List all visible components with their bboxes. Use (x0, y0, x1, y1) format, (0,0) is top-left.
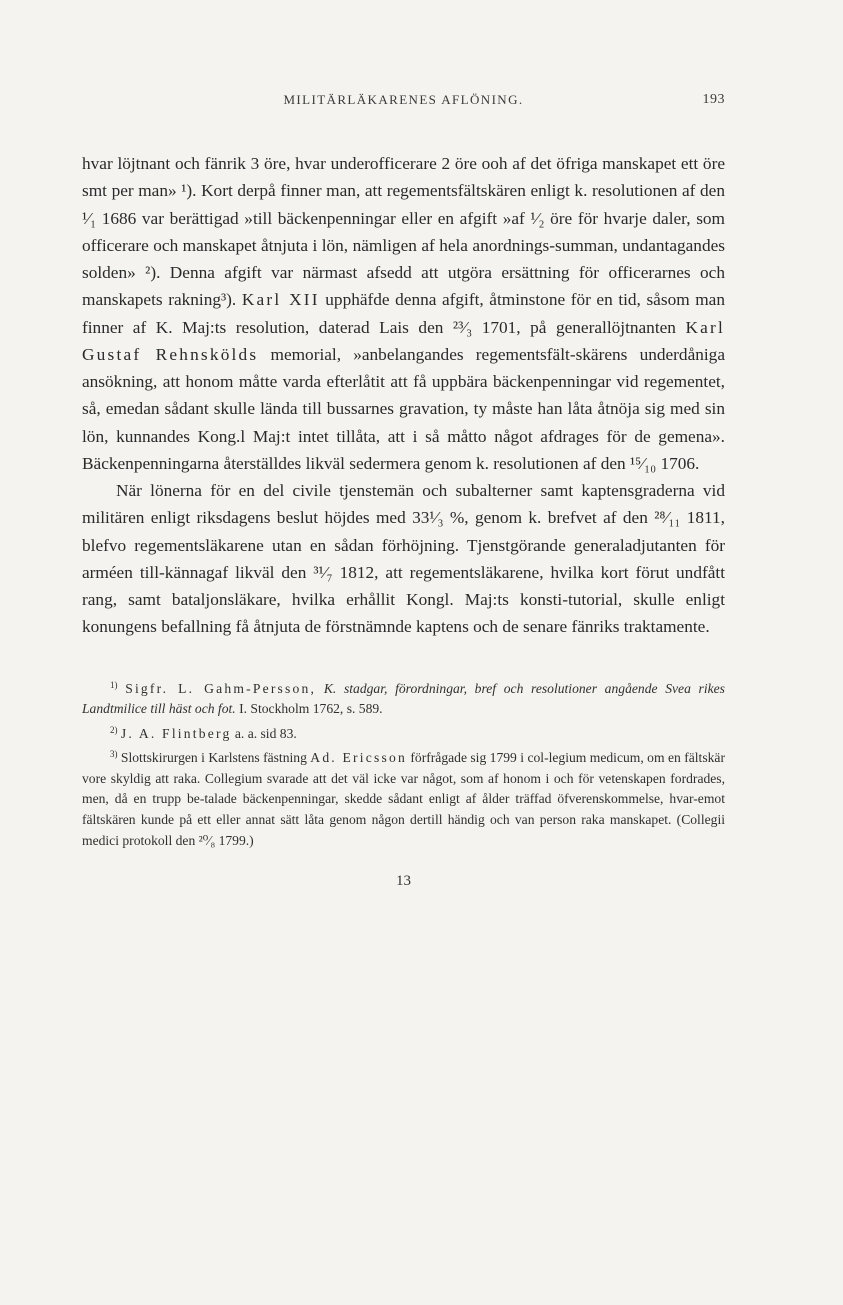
footnote-1-rest: I. Stockholm 1762, s. 589. (239, 701, 383, 717)
page-number: 193 (702, 92, 725, 107)
footnote-3-mark: 3) (110, 749, 118, 760)
paragraph-1-part-1: hvar löjtnant och fänrik 3 öre, hvar underofficerare 2 öre ooh af det öfriga manskapet ett öre smt per man» ¹). Kort derpå finner man, att regementsfältskären enligt k. resolutionen af den ¹⁄₁ 1686 var berättigad »till bäckenpenningar eller en afgift »af ¹⁄₂ öre för hvarje daler, som officerare och manskapet åtnjuta i lön, nämligen af hela anordnings-summan, undantagandes solden» ²). Denna afgift var närmast afsedd att utgöra ersättning för officerarnes och manskapets rakning³). (82, 154, 725, 310)
king-name: Karl XII (241, 290, 320, 310)
body-text (82, 150, 725, 641)
paragraph-1 (82, 150, 725, 477)
footnote-3 (82, 744, 725, 851)
footnote-2-author: J. A. Flintberg (120, 725, 232, 741)
running-title: MILITÄRLÄKARENES AFLÖNING. (283, 92, 524, 107)
paragraph-1-part-3: memorial, »anbelangandes regementsfält-skärens underdåniga ansökning, att honom måtte varda efterlåtit att få uppbära bäckenpenningar vid regementet, så, emedan sådant skulle lända till bussarnes gravation, ty måste han låta åtnöja sig med sin lön, kunnandes Kong.l Maj:t intet tillåta, att i så måtto något afdrages för de gemena». Bäckenpenningarna återställdes likväl sedermera genom k. resolutionen af den ¹⁵⁄₁₀ 1706. (82, 344, 725, 473)
footnote-3-name: Ad. Ericsson (310, 750, 407, 766)
document-page (82, 92, 725, 890)
footnote-1-mark: 1) (110, 679, 118, 690)
footnote-2-mark: 2) (110, 724, 118, 735)
footnote-3-part-1: Slottskirurgen i Karlstens fästning (120, 750, 307, 766)
general-name: Karl Gustaf Rehnskölds (82, 317, 725, 364)
footnote-1 (82, 675, 725, 720)
footnote-3-part-2: förfrågade sig 1799 i col-legium medicum, om en fältskär vore skyldig att raka. Collegium svarade att det väl icke var något, som af honom i och för vetenskapen fordrades, men, då en trupp be-talade bäckenpenningar, skedde sådant enligt af ålder träffad öfverenskommelse, hvar-emot fältskären kunde på ett eller annat sätt låta genom någon dertill händig och van person raka manskapet. (Collegii medici protokoll den ²⁰⁄₈ 1799.) (82, 750, 725, 848)
footnote-2-rest: a. a. sid 83. (234, 725, 297, 741)
footnote-1-title: K. stadgar, förordningar, bref och resolutioner angående Svea rikes Landtmilice till häst och fot. (82, 680, 725, 717)
footnotes (82, 675, 725, 852)
footnote-1-author: Sigfr. L. Gahm-Persson, (125, 680, 317, 696)
signature-mark: 13 (396, 873, 411, 890)
paragraph-1-part-2: upphäfde denna afgift, åtminstone för en tid, såsom man finner af K. Maj:ts resolution, daterad Lais den ²³⁄₃ 1701, på generallöjtnanten (82, 290, 725, 337)
page-header (82, 92, 725, 116)
footnote-2 (82, 720, 725, 745)
paragraph-2: När lönerna för en del civile tjenstemän och subalterner samt kaptensgraderna vid militären enligt riksdagens beslut höjdes med 33¹⁄₃ %, genom k. brefvet af den ²⁸⁄₁₁ 1811, blefvo regementsläkarene utan en sådan förhöjning. Tjenstgörande generaladjutanten för arméen till-kännagaf likväl den ³¹⁄₇ 1812, att regementsläkarene, hvilka kort förut undfått rang, samt bataljonsläkare, hvilka erhållit Kongl. Maj:ts konsti-tutorial, skulle enligt konungens befallning få åtnjuta de förstnämnde kaptens och de senare fänriks traktamente. (82, 481, 725, 637)
